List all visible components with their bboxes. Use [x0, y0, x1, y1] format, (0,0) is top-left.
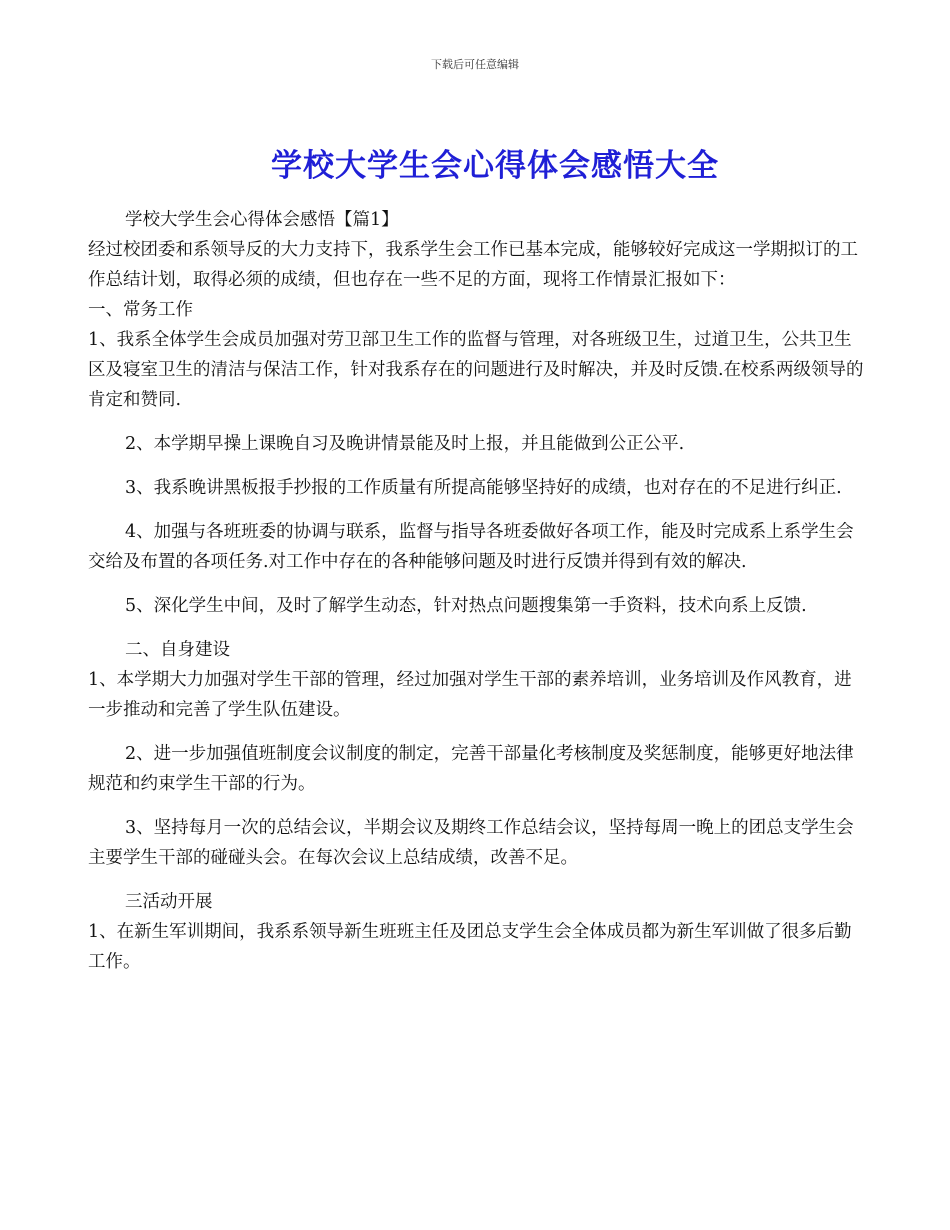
header-note: 下载后可任意编辑 — [431, 58, 519, 71]
paragraph: 5、深化学生中间，及时了解学生动态，针对热点问题搜集第一手资料，技术向系上反馈. — [125, 596, 807, 616]
paragraph: 3、坚持每月一次的总结会议，半期会议及期终工作总结会议，坚持每周一晚上的团总支学生会主要学生干部的碰碰头会。在每次会议上总结成绩，改善不足。 — [88, 818, 854, 868]
document-title: 学校大学生会心得体会感悟大全 — [271, 148, 719, 184]
paragraph: 4、加强与各班班委的协调与联系，监督与指导各班委做好各项工作，能及时完成系上系学生会交给及布置的各项任务.对工作中存在的各种能够问题及时进行反馈并得到有效的解决. — [88, 522, 854, 572]
section-heading: 学校大学生会心得体会感悟【篇1】 — [125, 210, 399, 230]
paragraph: 1、我系全体学生会成员加强对劳卫部卫生工作的监督与管理，对各班级卫生，过道卫生，公共卫生区及寝室卫生的清洁与保洁工作，针对我系存在的问题进行及时解决，并及时反馈.在校系两级领导的肯定和赞同. — [88, 330, 864, 410]
paragraph: 1、在新生军训期间，我系系领导新生班班主任及团总支学生会全体成员都为新生军训做了很多后勤工作。 — [88, 922, 852, 972]
section-heading: 三活动开展 — [125, 892, 213, 912]
paragraph: 经过校团委和系领导反的大力支持下，我系学生会工作已基本完成，能够较好完成这一学期拟订的工作总结计划，取得必须的成绩，但也存在一些不足的方面，现将工作情景汇报如下： — [88, 240, 858, 290]
paragraph: 2、本学期早操上课晚自习及晚讲情景能及时上报，并且能做到公正公平. — [125, 434, 685, 454]
paragraph: 2、进一步加强值班制度会议制度的制定，完善干部量化考核制度及奖惩制度，能够更好地法律规范和约束学生干部的行为。 — [88, 744, 854, 794]
paragraph: 1、本学期大力加强对学生干部的管理，经过加强对学生干部的素养培训，业务培训及作风教育，进一步推动和完善了学生队伍建设。 — [88, 670, 852, 720]
document-body — [88, 205, 866, 977]
section-heading: 二、自身建设 — [125, 640, 230, 660]
paragraph: 3、我系晚讲黑板报手抄报的工作质量有所提高能够坚持好的成绩，也对存在的不足进行纠正. — [125, 478, 842, 498]
section-heading: 一、常务工作 — [88, 300, 193, 320]
